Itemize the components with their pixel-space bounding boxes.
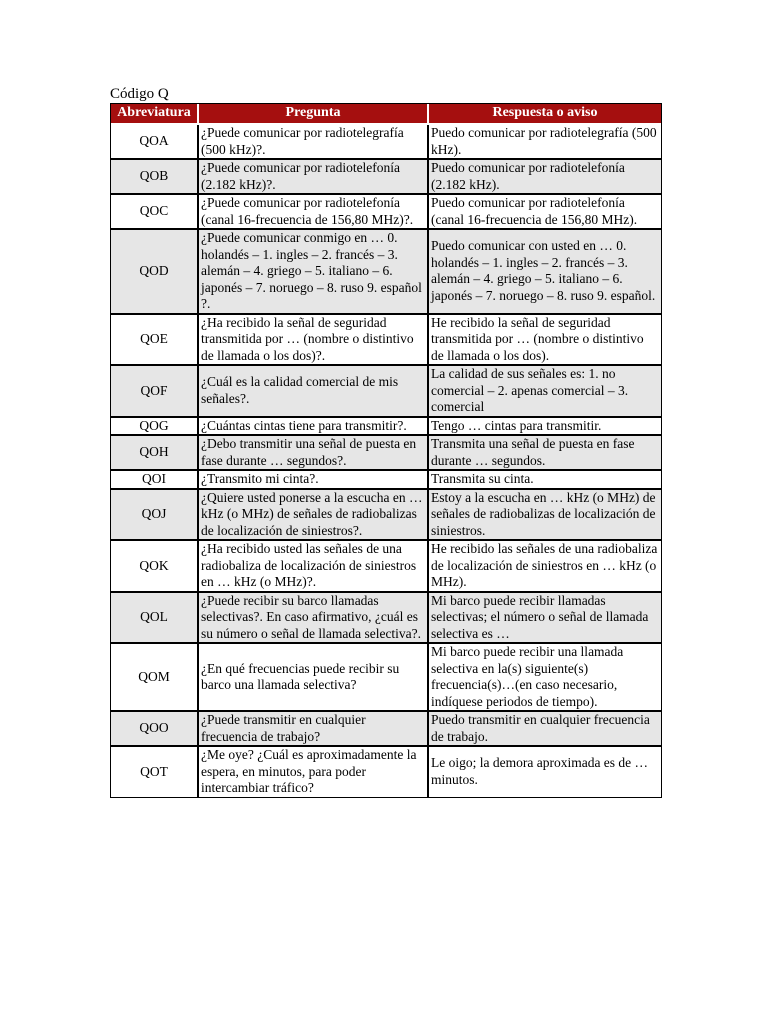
table-row	[111, 315, 661, 367]
table-row	[111, 125, 661, 160]
question-cell: ¿Cuántas cintas tiene para transmitir?.	[199, 418, 429, 437]
code-cell: QOF	[111, 366, 199, 418]
q-code-table	[110, 103, 662, 798]
header-answer: Respuesta o aviso	[429, 104, 661, 125]
question-cell: ¿Debo transmitir una señal de puesta en fase durante … segundos?.	[199, 436, 429, 471]
answer-cell: Puedo comunicar por radiotelefonía (2.182 kHz).	[429, 160, 661, 195]
answer-cell: Le oigo; la demora aproximada es de … minutos.	[431, 755, 649, 787]
answer-cell: He recibido la señal de seguridad transmitida por … (nombre o distintivo de llamada o los dos).	[429, 315, 661, 367]
page-title: Código Q	[110, 86, 169, 102]
question-cell: ¿Puede comunicar conmigo en … 0. holandés – 1. ingles – 2. francés – 3. alemán – 4. griego – 5. italiano – 6. japonés – 7. noruego – 8. ruso 9. español ?.	[199, 230, 429, 315]
table-row	[111, 541, 661, 593]
question-cell: ¿Me oye? ¿Cuál es aproximadamente la espera, en minutos, para poder intercambiar tráfico?	[199, 747, 429, 797]
header-abbreviation: Abreviatura	[111, 104, 199, 125]
code-cell: QOT	[111, 747, 199, 797]
table-row	[111, 644, 661, 712]
code-cell: QOD	[111, 230, 199, 315]
table-row	[111, 230, 661, 315]
table-row	[111, 366, 661, 418]
question-cell: ¿En qué frecuencias puede recibir su barco una llamada selectiva?	[199, 644, 429, 712]
table-row	[111, 747, 661, 797]
header-question: Pregunta	[199, 104, 429, 125]
answer-cell: Transmita una señal de puesta en fase durante … segundos.	[429, 436, 661, 471]
code-cell: QOE	[111, 315, 199, 367]
table-header-row	[111, 104, 661, 125]
table-row	[111, 490, 661, 542]
answer-cell: He recibido las señales de una radiobaliza de localización de siniestros en … kHz (o MHz).	[429, 541, 661, 593]
code-cell: QOC	[111, 195, 199, 230]
question-cell: ¿Puede recibir su barco llamadas selectivas?. En caso afirmativo, ¿cuál es su número o señal de llamada selectiva?.	[199, 593, 429, 645]
code-cell: QOM	[111, 644, 199, 712]
code-cell: QOL	[111, 593, 199, 645]
code-cell: QOI	[111, 471, 199, 490]
table-row	[111, 593, 661, 645]
table-row	[111, 712, 661, 747]
table-row	[111, 418, 661, 437]
answer-cell: Tengo … cintas para transmitir.	[429, 418, 661, 437]
question-cell: ¿Puede comunicar por radiotelefonía (2.182 kHz)?.	[199, 160, 429, 195]
code-cell: QOJ	[111, 490, 199, 542]
code-cell: QOK	[111, 541, 199, 593]
question-cell: ¿Ha recibido usted las señales de una radiobaliza de localización de siniestros en … kHz (o MHz)?.	[199, 541, 429, 593]
question-cell: ¿Cuál es la calidad comercial de mis señales?.	[199, 366, 429, 418]
answer-cell: Mi barco puede recibir una llamada selectiva en la(s) siguiente(s) frecuencia(s)…(en caso necesario, indíquese periodos de tiempo).	[429, 644, 661, 712]
question-cell: ¿Transmito mi cinta?.	[199, 471, 429, 490]
table-row	[111, 436, 661, 471]
answer-cell: La calidad de sus señales es: 1. no comercial – 2. apenas comercial – 3. comercial	[429, 366, 661, 418]
code-cell: QOH	[111, 436, 199, 471]
table-row	[111, 160, 661, 195]
question-cell: ¿Puede comunicar por radiotelefonía (canal 16-frecuencia de 156,80 MHz)?.	[199, 195, 429, 230]
code-cell: QOG	[111, 418, 199, 437]
code-cell: QOA	[111, 125, 199, 160]
code-cell: QOO	[111, 712, 199, 747]
answer-cell: Estoy a la escucha en … kHz (o MHz) de señales de radiobalizas de localización de siniestros.	[429, 490, 661, 542]
table-row	[111, 471, 661, 490]
table-row	[111, 195, 661, 230]
answer-cell: Puedo comunicar por radiotelegrafía (500 kHz).	[429, 125, 661, 160]
code-cell: QOB	[111, 160, 199, 195]
answer-cell: Puedo comunicar por radiotelefonía (canal 16-frecuencia de 156,80 MHz).	[429, 195, 661, 230]
answer-cell: Puedo comunicar con usted en … 0. holandés – 1. ingles – 2. francés – 3. alemán – 4. griego – 5. italiano – 6. japonés – 7. noruego – 8. ruso 9. español.	[429, 230, 661, 315]
question-cell: ¿Puede transmitir en cualquier frecuencia de trabajo?	[199, 712, 429, 747]
answer-cell: Mi barco puede recibir llamadas selectivas; el número o señal de llamada selectiva es …	[429, 593, 661, 645]
question-cell: ¿Ha recibido la señal de seguridad transmitida por … (nombre o distintivo de llamada o los dos)?.	[199, 315, 429, 367]
question-cell: ¿Quiere usted ponerse a la escucha en … kHz (o MHz) de señales de radiobalizas de localización de siniestros?.	[199, 490, 429, 542]
answer-cell: Transmita su cinta.	[429, 471, 661, 490]
question-cell: ¿Puede comunicar por radiotelegrafía (500 kHz)?.	[199, 125, 429, 160]
answer-cell: Puedo transmitir en cualquier frecuencia de trabajo.	[429, 712, 661, 747]
